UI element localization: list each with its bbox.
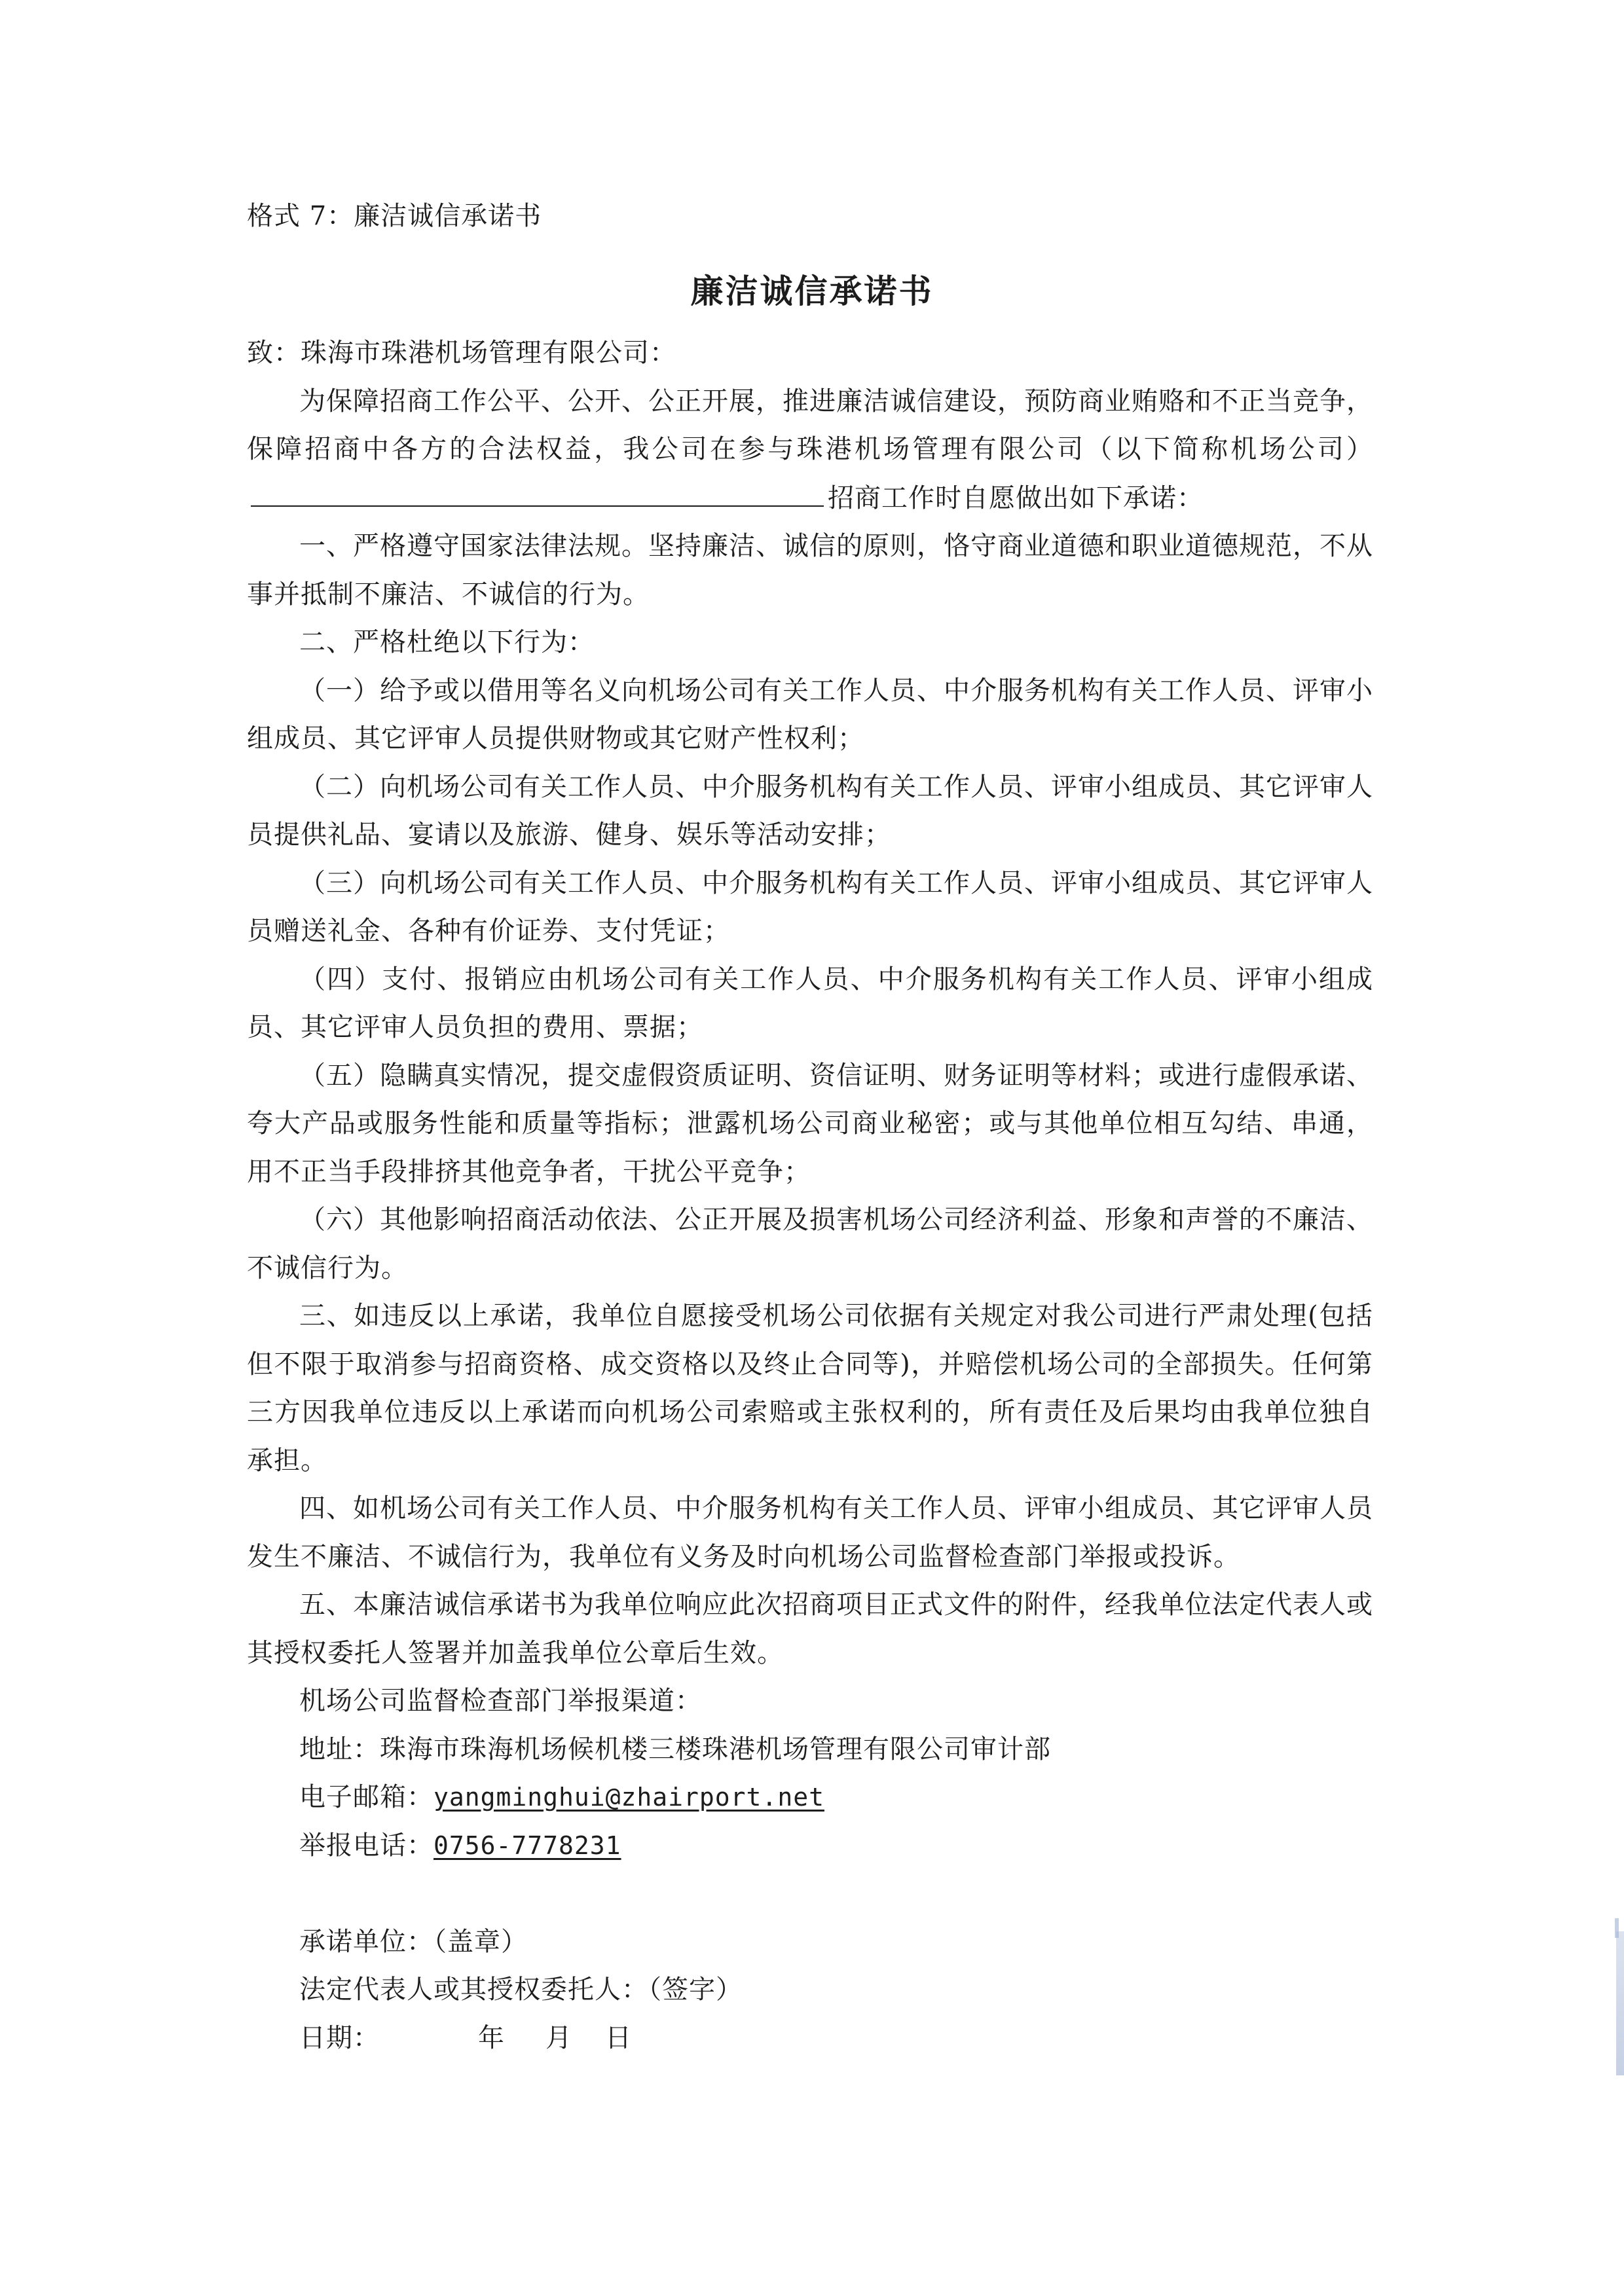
phone-value: 0756-7778231 [434,1831,621,1860]
signature-date [247,2014,1373,2063]
document-title: 廉洁诚信承诺书 [690,272,934,310]
email-link[interactable]: yangminghui@zhairport.net [434,1783,824,1812]
contact-email [247,1774,1373,1822]
addressee: 致：珠海市珠港机场管理有限公司： [247,338,676,368]
clause-5: 五、本廉洁诚信承诺书为我单位响应此次招商项目正式文件的附件，经我单位法定代表人或其授权委托人签署并加盖我单位公章后生效。 [247,1590,1373,1668]
date-year: 年 [478,2022,505,2053]
date-label: 日期： [299,2022,380,2053]
document-body [247,329,1373,2062]
project-name-blank [251,474,824,507]
contact-heading: 机场公司监督检查部门举报渠道： [299,1686,702,1716]
contact-phone [247,1822,1373,1870]
intro-text-1: 为保障招商工作公平、公开、公正开展，推进廉洁诚信建设，预防商业贿赂和不正当竞争，保障招商中各方的合法权益，我公司在参与珠港机场管理有限公司（以下简称机场公司） [247,386,1373,464]
sub-clause-2: （二）向机场公司有关工作人员、中介服务机构有关工作人员、评审小组成员、其它评审人员提供礼品、宴请以及旅游、健身、娱乐等活动安排； [247,771,1373,850]
address-label: 地址： [299,1734,380,1764]
intro-text-2: 招商工作时自愿做出如下承诺： [828,483,1204,513]
sub-clause-3: （三）向机场公司有关工作人员、中介服务机构有关工作人员、评审小组成员、其它评审人员赠送礼金、各种有价证券、支付凭证； [247,867,1373,946]
address-value: 珠海市珠海机场候机楼三楼珠港机场管理有限公司审计部 [380,1734,1051,1764]
clause-3: 三、如违反以上承诺，我单位自愿接受机场公司依据有关规定对我公司进行严肃处理(包括但不限于取消参与招商资格、成交资格以及终止合同等)，并赔偿机场公司的全部损失。任何第三方因我单位违反以上承诺而向机场公司索赔或主张权利的，所有责任及后果均由我单位独自承担。 [247,1301,1373,1476]
clause-2: 二、严格杜绝以下行为： [299,627,595,657]
page-edge-stamp-mark-top [1615,1918,1619,1938]
clause-1: 一、严格遵守国家法律法规。坚持廉洁、诚信的原则，恪守商业道德和职业道德规范，不从事并抵制不廉洁、不诚信的行为。 [247,531,1373,610]
clause-4: 四、如机场公司有关工作人员、中介服务机构有关工作人员、评审小组成员、其它评审人员发生不廉洁、不诚信行为，我单位有义务及时向机场公司监督检查部门举报或投诉。 [247,1493,1373,1572]
sub-clause-4: （四）支付、报销应由机场公司有关工作人员、中介服务机构有关工作人员、评审小组成员、其它评审人员负担的费用、票据； [247,964,1373,1042]
intro-paragraph [247,378,1373,523]
date-month: 月 [545,2022,572,2053]
contact-address [247,1726,1373,1774]
phone-label: 举报电话： [299,1830,434,1861]
format-label: 格式 7：廉洁诚信承诺书 [247,201,542,231]
date-day: 日 [605,2022,632,2053]
sub-clause-6: （六）其他影响招商活动依法、公正开展及损害机场公司经济利益、形象和声誉的不廉洁、不诚信行为。 [247,1205,1373,1283]
sub-clause-1: （一）给予或以借用等名义向机场公司有关工作人员、中介服务机构有关工作人员、评审小组成员、其它评审人员提供财物或其它财产性权利； [247,675,1373,754]
signature-representative: 法定代表人或其授权委托人：（签字） [299,1975,743,2005]
signature-unit: 承诺单位：（盖章） [299,1926,528,1957]
page-edge-stamp-mark [1616,1931,1624,2075]
email-label: 电子邮箱： [299,1782,434,1812]
sub-clause-5: （五）隐瞒真实情况，提交虚假资质证明、资信证明、财务证明等材料；或进行虚假承诺、夸大产品或服务性能和质量等指标；泄露机场公司商业秘密；或与其他单位相互勾结、串通，用不正当手段排挤其他竞争者，干扰公平竞争； [247,1060,1373,1187]
spacer [247,1870,1373,1918]
